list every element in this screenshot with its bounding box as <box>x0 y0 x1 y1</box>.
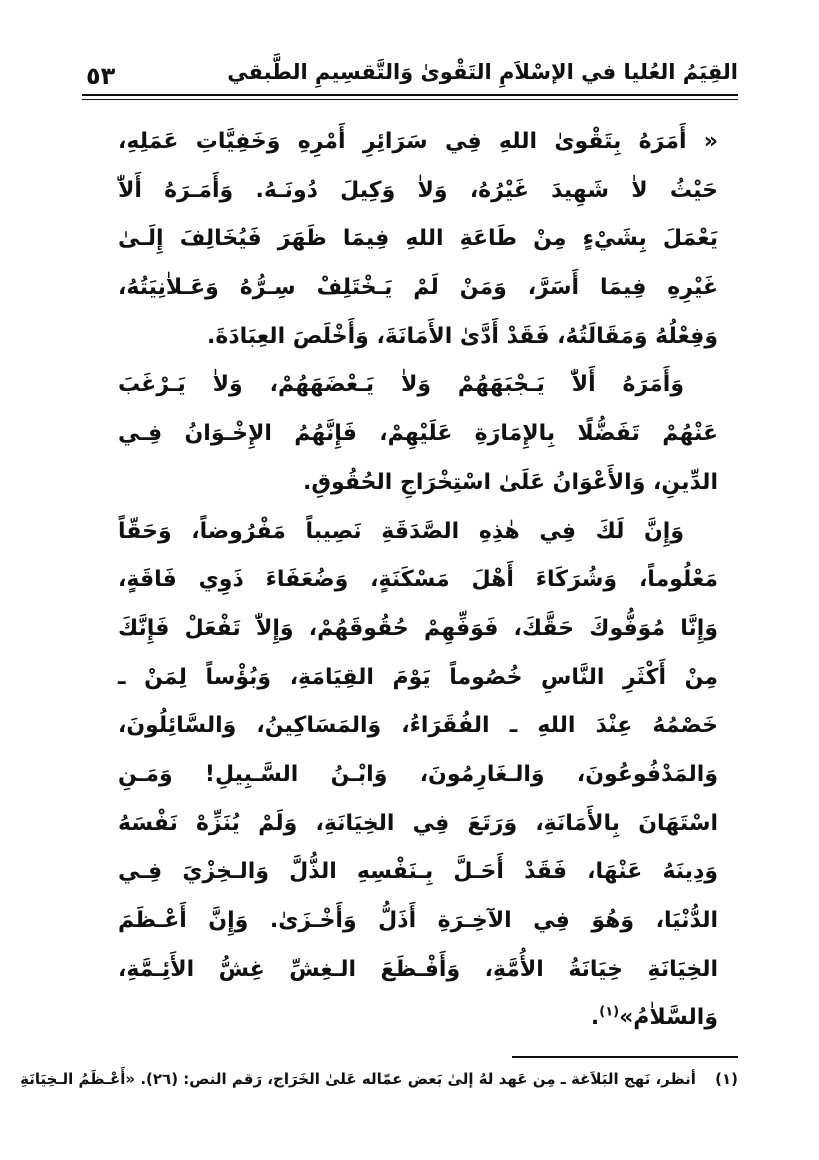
text-line: وَإِنَّ لَكَ فِي هٰذِهِ الصَّدَقَةِ نَصِيباً مَفْرُوضاً، وَحَقّاً <box>118 518 684 544</box>
text-line: « أَمَرَهُ بِتَقْوىٰ اللهِ فِي سَرَائِرِ أَمْرِهِ وَخَفِيَّاتِ عَمَلِهِ، <box>118 129 718 154</box>
text-line: وَأَمَرَهُ أَلاّٰ يَـجْبَهَهُمْ وَلاٰ يَـعْضَهَهُمْ، وَلاٰ يَـرْغَبَ <box>118 372 684 398</box>
final-period: . <box>590 1005 600 1031</box>
header-title: القِيَمُ العُليا في الإسْلاَمِ التَقْوىٰ وَالتَّقسِيمِ الطَّبقي <box>227 60 738 84</box>
text-line: عَنْهُمْ تَفَضُّلًا بِالإِمَارَةِ عَلَيْهِمْ، فَإِنَّهُمُ الإِخْـوَانُ فِـي <box>118 421 718 447</box>
text-line: مِنْ أَكْثَرِ النَّاسِ خُصُوماً يَوْمَ القِيَامَةِ، وَبُؤْساً لِمَنْ ـ <box>118 664 718 690</box>
running-header <box>82 56 738 94</box>
text-line: الدِّينِ، وَالأَعْوَانُ عَلَىٰ اسْتِخْرَاجِ الحُقُوقِ. <box>303 469 718 495</box>
text-line: وَفِعْلُهُ وَمَقَالَتُهُ، فَقَدْ أَدَّىٰ الأَمَانَةَ، وَأَخْلَصَ العِبَادَةَ. <box>207 323 718 349</box>
text-line: الدُّنْيَا، وَهُوَ فِي الآخِـرَةِ أَذَلُّ وَأَخْـزَىٰ. وَإِنَّ أَعْـظَمَ <box>118 908 718 933</box>
header-rule-thin <box>82 99 738 100</box>
footnote-rule <box>512 1056 738 1058</box>
text-line: اسْتَهَانَ بِالأَمَانَةِ، وَرَتَعَ فِي الخِيَانَةِ، وَلَمْ يُنَزِّهْ نَفْسَهُ <box>118 810 718 836</box>
page-number: ٥٣ <box>86 62 116 90</box>
text-line: الخِيَانَةِ خِيَانَةُ الأُمَّةِ، وَأَفْـظَعَ الـغِشِّ غِشُّ الأَئِـمَّةِ، <box>118 956 718 982</box>
text-line-final <box>118 994 718 1043</box>
text-line: خَصْمُهُ عِنْدَ اللهِ ـ الفُقَرَاءُ، وَالمَسَاكِينُ، وَالسَّائِلُونَ، <box>118 713 718 739</box>
footnote-ref-marker[interactable]: (١) <box>599 1005 620 1021</box>
text-line: غَيْرِهِ فِيمَا أَسَرَّ، وَمَنْ لَمْ يَـخْتَلِفْ سِـرُّهُ وَعَـلاٰنِيَتُهُ، <box>118 275 718 301</box>
text-line: وَإِنَّا مُوَفُّوكَ حَقَّكَ، فَوَفِّهِمْ حُقُوقَهُمْ، وَإِلاّٰ تَفْعَلْ فَإِنَّكَ <box>118 615 718 641</box>
text-line: حَيْثُ لاٰ شَهِيدَ غَيْرُهُ، وَلاٰ وَكِيلَ دُونَـهُ. وَأَمَـرَهُ أَلاّٰ <box>118 177 718 203</box>
text-line: وَالمَدْفُوعُونَ، وَالـغَارِمُونَ، وَابْـنُ السَّـبِيلِ! وَمَـنِ <box>118 761 718 787</box>
footnote-number: (١) <box>715 1070 738 1088</box>
footnote-text: أنظر، نَهج البَلاَغة ـ مِن عَهد لهُ إلىٰ بَعض عمّاله عَلىٰ الخَرَاج، رَقم النص: (٢٦). «أَعْـظَمُ الـخِيَانَةِ <box>20 1070 696 1088</box>
text-line: وَدِينَهُ عَنْهَا، فَقَدْ أَحَـلَّ بِـنَفْسِهِ الذُّلَّ وَالـخِزْيَ فِـي <box>118 859 718 885</box>
text-line: يَعْمَلَ بِشَيْءٍ مِنْ طَاعَةِ اللهِ فِيمَا ظَهَرَ فَيُخَالِفَ إِلَـىٰ <box>118 226 718 252</box>
body-text <box>118 118 718 1043</box>
closing-text: وَالسَّلاٰمُ» <box>619 1005 718 1031</box>
header-rule <box>82 94 738 96</box>
text-line: مَعْلُوماً، وَشُرَكَاءَ أَهْلَ مَسْكَنَةٍ، وَضُعَفَاءَ ذَوِي فَاقَةٍ، <box>118 567 718 593</box>
footnote <box>20 1070 738 1088</box>
